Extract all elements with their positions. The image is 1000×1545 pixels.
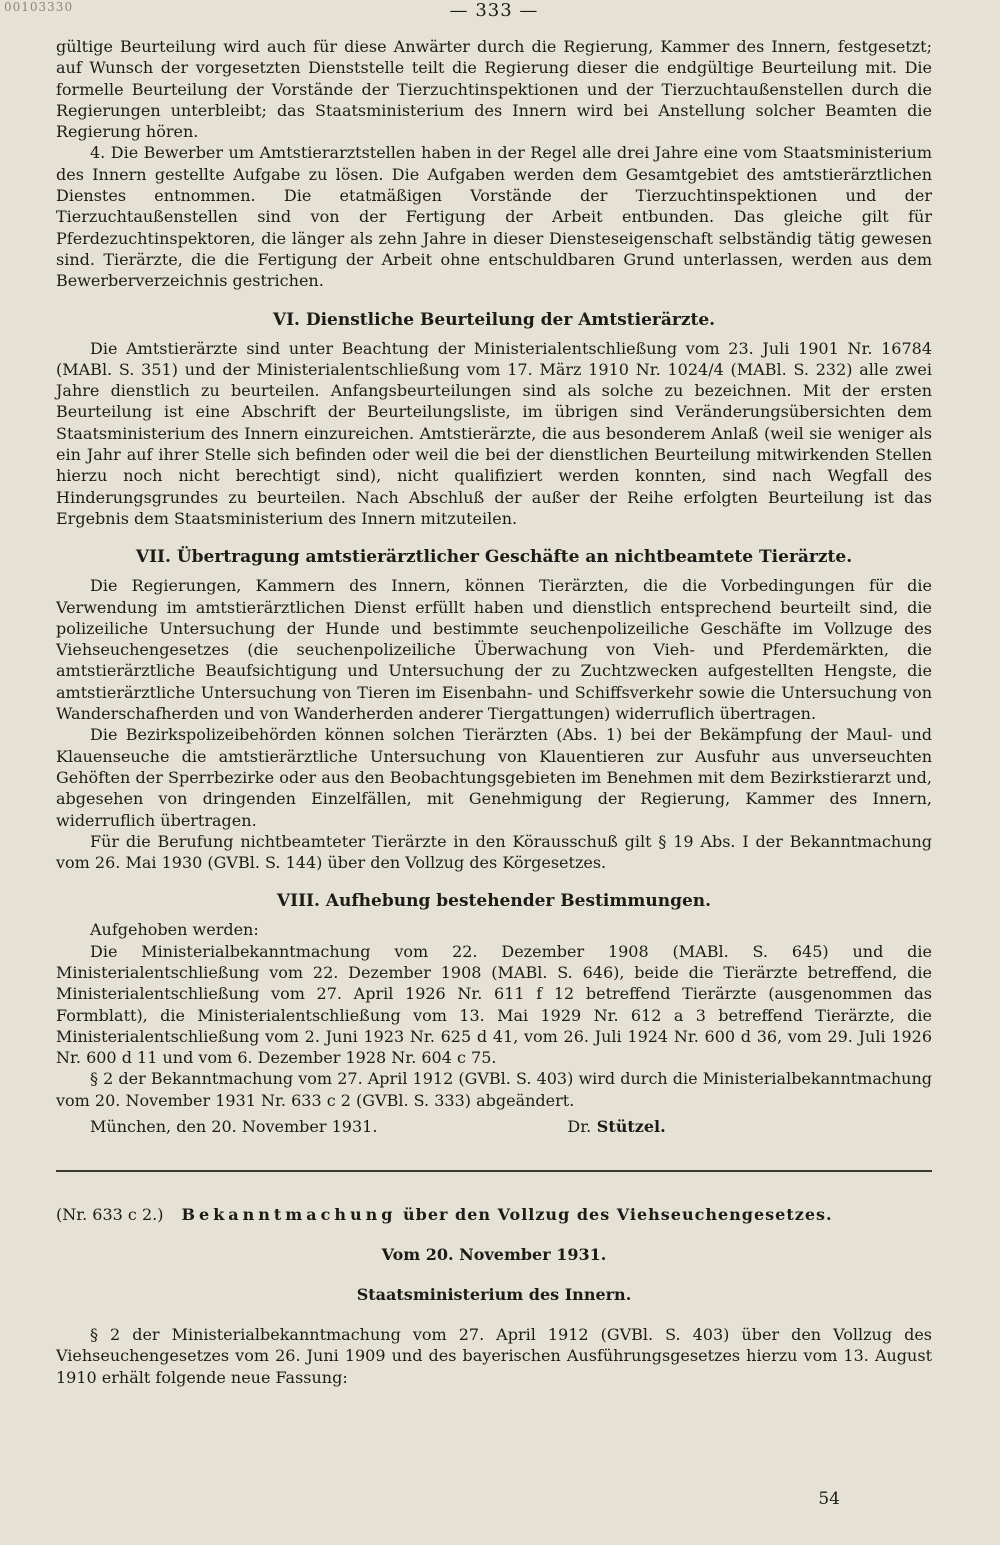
notice-title-rest: über den Vollzug des Viehseuchengesetzes. bbox=[403, 1205, 833, 1225]
intro-paragraph-1: gültige Beurteilung wird auch für diese Anwärter durch die Regierung, Kammer des Innern, festgesetzt; auf Wunsch der vorgesetzten Dienststelle teilt die Regierung dieser die endgültige Beurteilung mit. Die formelle Beurteilung der Vorstände der Tierzuchtinspektionen und der Tierzuchtaußenstellen durch die Regierungen unterbleibt; das Staatsministerium des Innern wird bei Anstellung solcher Beamten die Regierung hören. bbox=[56, 37, 932, 142]
section-8-paragraph-1: Aufgehoben werden: bbox=[90, 920, 259, 940]
notice-number: (Nr. 633 c 2.) bbox=[56, 1205, 164, 1225]
section-6-paragraph-1: Die Amtstierärzte sind unter Beachtung der Ministerialentschließung vom 23. Juli 1901 Nr. 16784 (MABl. S. 351) und der Ministerialentschließung vom 17. März 1910 Nr. 1024/4 (MABl. S. 232) alle zwei Jahre dienstlich zu beurteilen. Anfangsbeurteilungen sind als solche zu bezeichnen. Mit der ersten Beurteilung ist eine Abschrift der Beurteilungsliste, im übrigen sind Veränderungsübersichten dem Staatsministerium des Innern einzureichen. Amtstierärzte, die aus besonderem Anlaß (weil sie weniger als ein Jahr auf ihrer Stelle sich befinden oder weil die bei der dienstlichen Beurteilung mitwirkenden Stellen hierzu noch nicht berechtigt sind), nicht qualifiziert werden konnten, sind nach Wegfall des Hinderungsgrundes zu beurteilen. Nach Abschluß der außer der Reihe erfolgten Beurteilung ist das Ergebnis dem Staatsministerium des Innern mitzuteilen. bbox=[56, 338, 932, 528]
intro-paragraph-2: 4. Die Bewerber um Amtstierarztstellen haben in der Regel alle drei Jahre eine vom Staatsministerium des Innern gestellte Aufgabe zu lösen. Die Aufgaben werden dem Gesamtgebiet des amtstierärztlichen Dienstes entnommen. Die etatmäßigen Vorstände der Tierzuchtinspektionen und der Tierzuchtaußenstellen sind von der Fertigung der Arbeit entbunden. Das gleiche gilt für Pferdezuchtinspektoren, die länger als zehn Jahre in dieser Diensteseigenschaft selbständig tätig gewesen sind. Tierärzte, die die Fertigung der Arbeit ohne entschuldbaren Grund unterlassen, werden aus dem Bewerberverzeichnis gestrichen. bbox=[56, 143, 932, 291]
section-7-paragraph-2: Die Bezirkspolizeibehörden können solchen Tierärzten (Abs. 1) bei der Bekämpfung der Maul- und Klauenseuche die amtstierärztliche Untersuchung von Klauentieren zur Ausfuhr aus unverseuchten Gehöften der Sperrbezirke oder aus den Beobachtungsgebieten im Benehmen mit dem Bezirkstierarzt und, abgesehen von dringenden Einzelfällen, mit Genehmigung der Regierung, Kammer des Innern, widerruflich übertragen. bbox=[56, 725, 932, 830]
sheet-number: 54 bbox=[818, 1489, 840, 1509]
signatory bbox=[567, 1117, 665, 1136]
section-divider bbox=[56, 1170, 932, 1172]
notice-heading bbox=[56, 1202, 932, 1228]
margin-mark: 00103330 bbox=[4, 0, 74, 14]
notice-date: Vom 20. November 1931. bbox=[381, 1245, 607, 1265]
notice-title bbox=[181, 1202, 832, 1228]
section-8-heading: VIII. Aufhebung bestehender Bestimmungen. bbox=[276, 891, 712, 912]
section-7-paragraph-3: Für die Berufung nichtbeamteter Tierärzte in den Körausschuß gilt § 19 Abs. I der Bekanntmachung vom 26. Mai 1930 (GVBl. S. 144) über den Vollzug des Körgesetzes. bbox=[56, 831, 932, 873]
signature-line bbox=[56, 1117, 932, 1136]
place-date: München, den 20. November 1931. bbox=[90, 1117, 378, 1137]
section-6-heading: VI. Dienstliche Beurteilung der Amtstierärzte. bbox=[272, 309, 716, 330]
section-8-paragraph-2: Die Ministerialbekanntmachung vom 22. Dezember 1908 (MABl. S. 645) und die Ministerialentschließung vom 22. Dezember 1908 (MABl. S. 646), beide die Tierärzte betreffend, die Ministerialentschließung vom 27. April 1926 Nr. 611 f 12 betreffend Tierärzte (ausgenommen das Formblatt), die Ministerialentschließung vom 13. Mai 1929 Nr. 612 a 3 betreffend Tierärzte, die Ministerialentschließung vom 2. Juni 1923 Nr. 625 d 41, vom 26. Juli 1924 Nr. 600 d 36, vom 29. Juli 1926 Nr. 600 d 11 und vom 6. Dezember 1928 Nr. 604 c 75. bbox=[56, 941, 932, 1068]
notice-title-spaced: Bekanntmachung bbox=[181, 1205, 397, 1225]
signatory-name: Stützel. bbox=[596, 1117, 666, 1137]
section-8-paragraph-3: § 2 der Bekanntmachung vom 27. April 1912 (GVBl. S. 403) wird durch die Ministerialbekanntmachung vom 20. November 1931 Nr. 633 c 2 (GVBl. S. 333) abgeändert. bbox=[56, 1069, 932, 1110]
page-number: — 333 — bbox=[449, 0, 539, 21]
section-7-heading: VII. Übertragung amtstierärztlicher Geschäfte an nichtbeamtete Tierärzte. bbox=[135, 547, 853, 568]
notice-authority: Staatsministerium des Innern. bbox=[356, 1285, 632, 1305]
signatory-prefix: Dr. bbox=[567, 1117, 592, 1137]
notice-paragraph-1: § 2 der Ministerialbekanntmachung vom 27. April 1912 (GVBl. S. 403) über den Vollzug des Viehseuchengesetzes vom 26. Juni 1909 und des bayerischen Ausführungsgesetzes hierzu vom 13. August 1910 erhält folgende neue Fassung: bbox=[56, 1325, 932, 1387]
section-7-paragraph-1: Die Regierungen, Kammern des Innern, können Tierärzten, die die Vorbedingungen für die Verwendung im amtstierärztlichen Dienst erfüllt haben und dienstlich entsprechend beurteilt sind, die polizeiliche Untersuchung der Hunde und bestimmte seuchenpolizeiliche Geschäfte im Vollzuge des Viehseuchengesetzes (die seuchenpolizeiliche Überwachung von Vieh- und Pferdemärkten, die amtstierärztliche Beaufsichtigung und Untersuchung der zu Zuchtzwecken aufgestellten Hengste, die amtstierärztliche Untersuchung von Tieren im Eisenbahn- und Schiffsverkehr sowie die Untersuchung von Wanderschafherden und von Wanderherden anderer Tiergattungen) widerruflich übertragen. bbox=[56, 576, 932, 724]
